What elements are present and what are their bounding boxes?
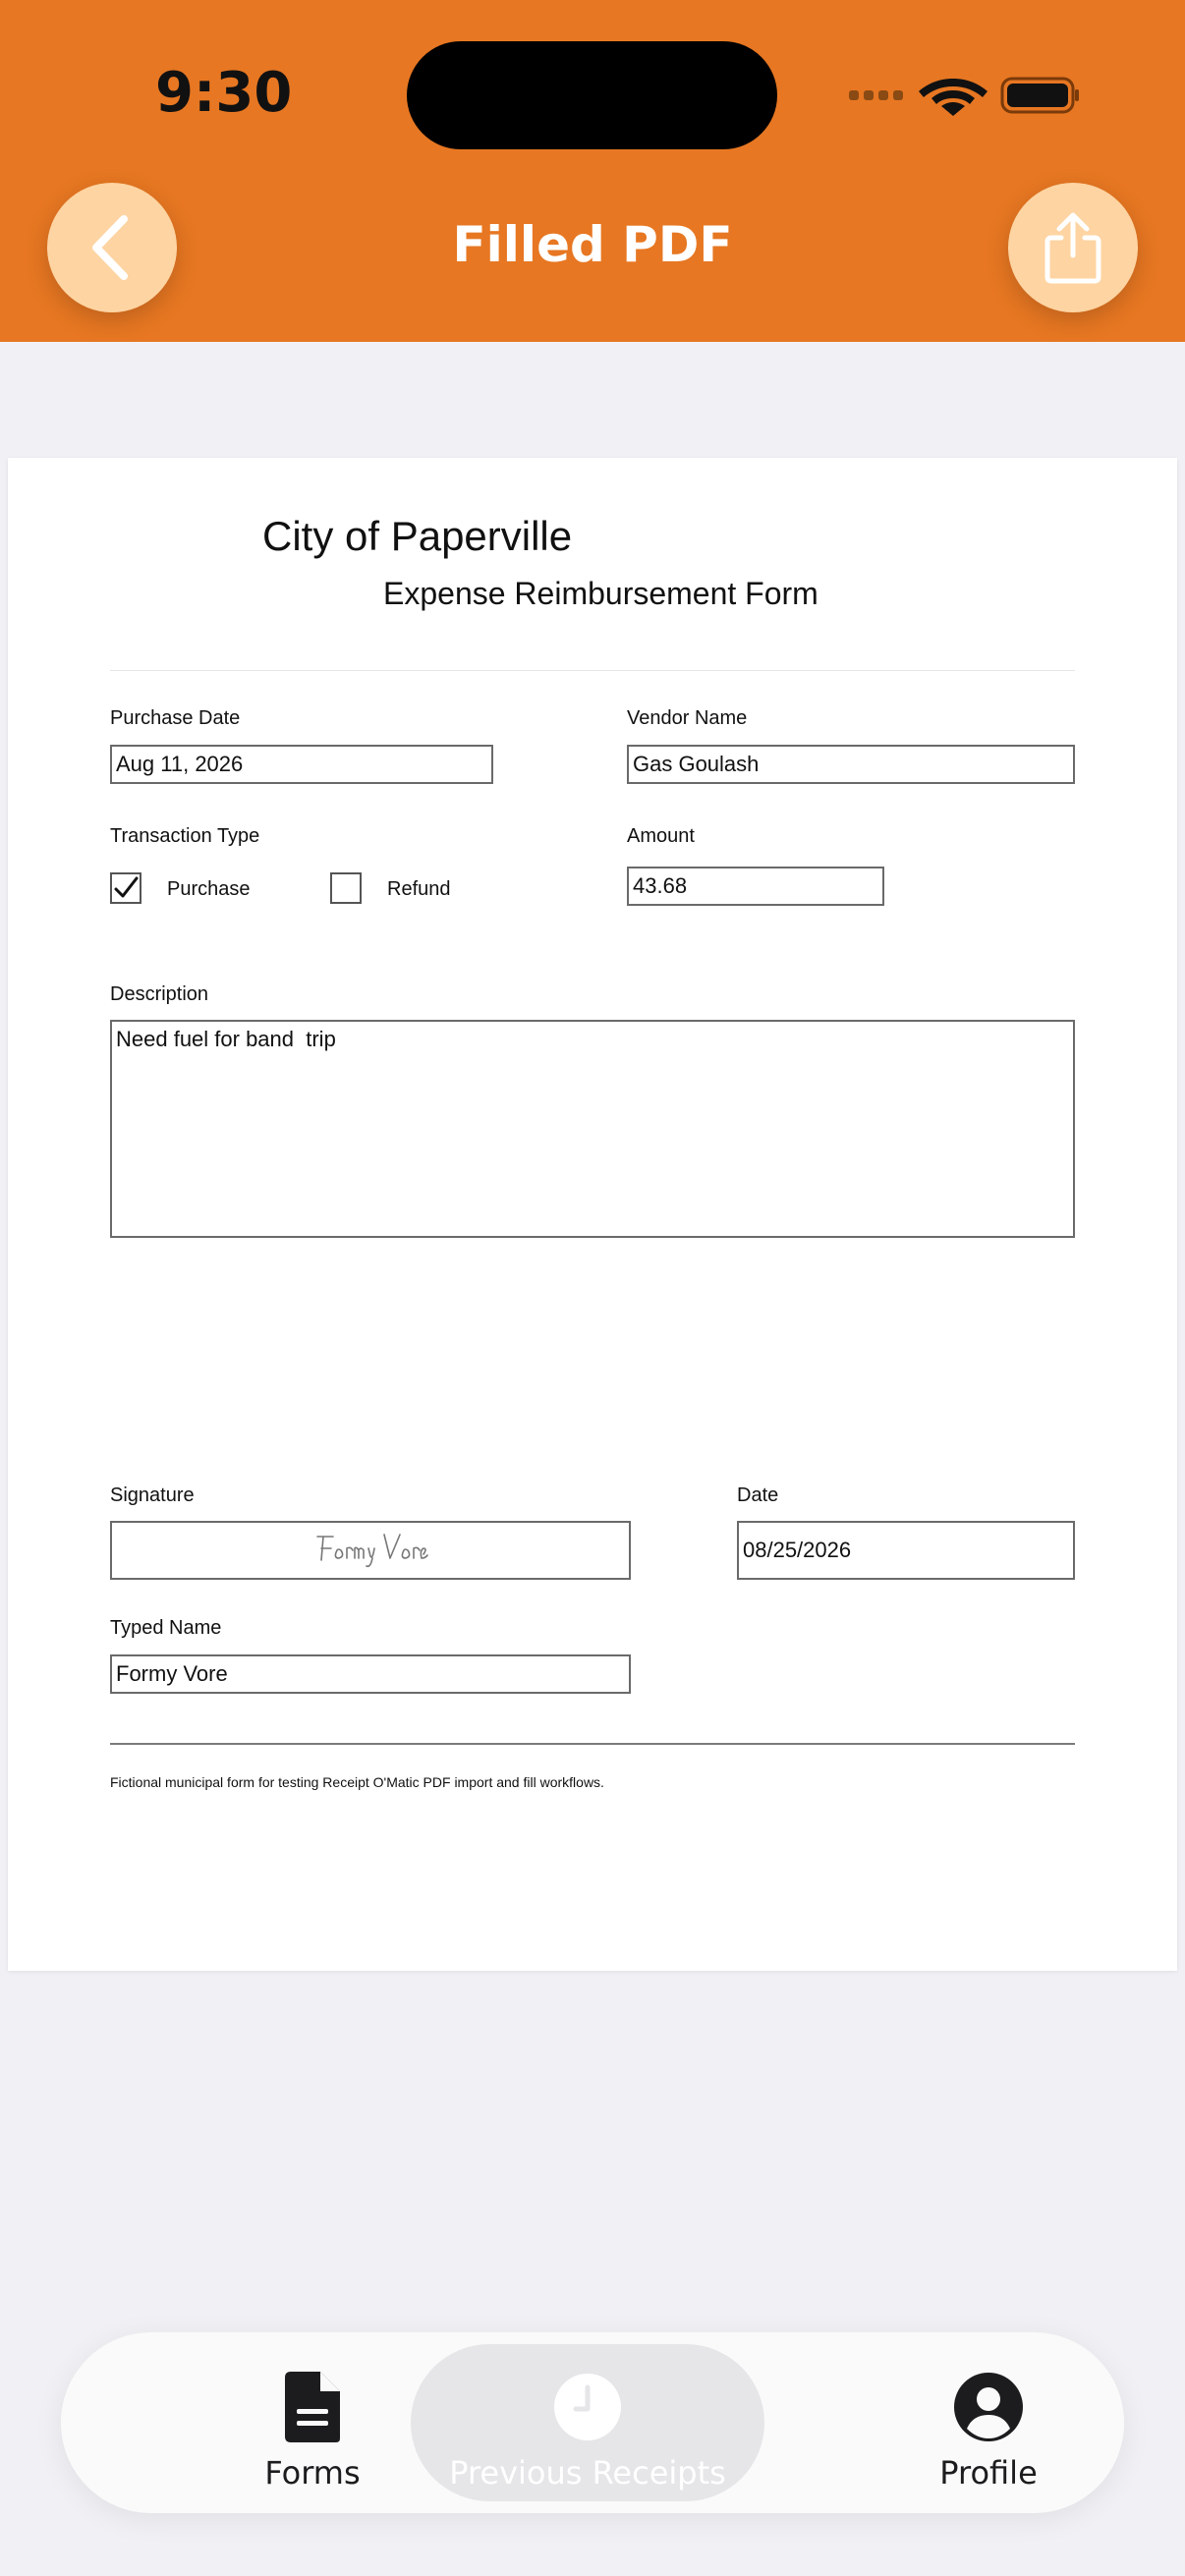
description-label: Description bbox=[110, 983, 209, 1005]
purchase-date-label: Purchase Date bbox=[110, 707, 241, 729]
chevron-left-icon bbox=[83, 213, 141, 282]
status-icons bbox=[845, 71, 1081, 120]
status-time: 9:30 bbox=[155, 61, 293, 125]
nav-header bbox=[0, 0, 1185, 342]
header-divider bbox=[110, 670, 1075, 671]
purchase-date-field[interactable]: Aug 11, 2026 bbox=[110, 745, 493, 784]
signature-field[interactable] bbox=[110, 1521, 631, 1580]
share-icon bbox=[1042, 210, 1104, 285]
description-field[interactable]: Need fuel for band trip bbox=[110, 1020, 1075, 1238]
tab-profile-label: Profile bbox=[939, 2454, 1038, 2492]
vendor-name-field[interactable]: Gas Goulash bbox=[627, 745, 1075, 784]
amount-label: Amount bbox=[627, 825, 695, 847]
form-city-title: City of Paperville bbox=[262, 513, 573, 559]
date-field[interactable]: 08/25/2026 bbox=[737, 1521, 1075, 1580]
date-label: Date bbox=[737, 1484, 779, 1506]
signal-icon bbox=[849, 90, 903, 100]
purchase-option-label: Purchase bbox=[167, 878, 251, 900]
person-circle-icon bbox=[949, 2368, 1028, 2446]
typed-name-label: Typed Name bbox=[110, 1617, 222, 1639]
tab-previous-receipts[interactable] bbox=[411, 2344, 764, 2501]
document-icon bbox=[273, 2368, 352, 2446]
signature-label: Signature bbox=[110, 1484, 195, 1506]
dynamic-island bbox=[407, 41, 777, 149]
tab-bar bbox=[61, 2332, 1124, 2513]
form-footnote: Fictional municipal form for testing Receipt O'Matic PDF import and fill workflows. bbox=[110, 1774, 604, 1790]
wifi-icon bbox=[919, 79, 988, 116]
tab-profile[interactable] bbox=[812, 2344, 1165, 2501]
signature-image bbox=[311, 1529, 429, 1572]
typed-name-field[interactable]: Formy Vore bbox=[110, 1654, 631, 1694]
share-button[interactable] bbox=[1008, 183, 1138, 312]
tab-forms-label: Forms bbox=[264, 2454, 361, 2492]
back-button[interactable] bbox=[47, 183, 177, 312]
vendor-name-label: Vendor Name bbox=[627, 707, 748, 729]
pdf-page bbox=[8, 458, 1177, 1971]
page-title: Filled PDF bbox=[452, 216, 733, 273]
purchase-checkbox[interactable] bbox=[110, 872, 141, 904]
clock-icon bbox=[548, 2368, 627, 2446]
refund-option-label: Refund bbox=[387, 878, 451, 900]
form-subtitle: Expense Reimbursement Form bbox=[383, 576, 818, 611]
battery-icon bbox=[1002, 79, 1079, 112]
tab-previous-receipts-label: Previous Receipts bbox=[449, 2454, 726, 2492]
checkmark-icon bbox=[112, 874, 140, 902]
transaction-type-label: Transaction Type bbox=[110, 825, 260, 847]
amount-field[interactable]: 43.68 bbox=[627, 867, 884, 906]
footer-divider bbox=[110, 1743, 1075, 1745]
refund-checkbox[interactable] bbox=[330, 872, 362, 904]
